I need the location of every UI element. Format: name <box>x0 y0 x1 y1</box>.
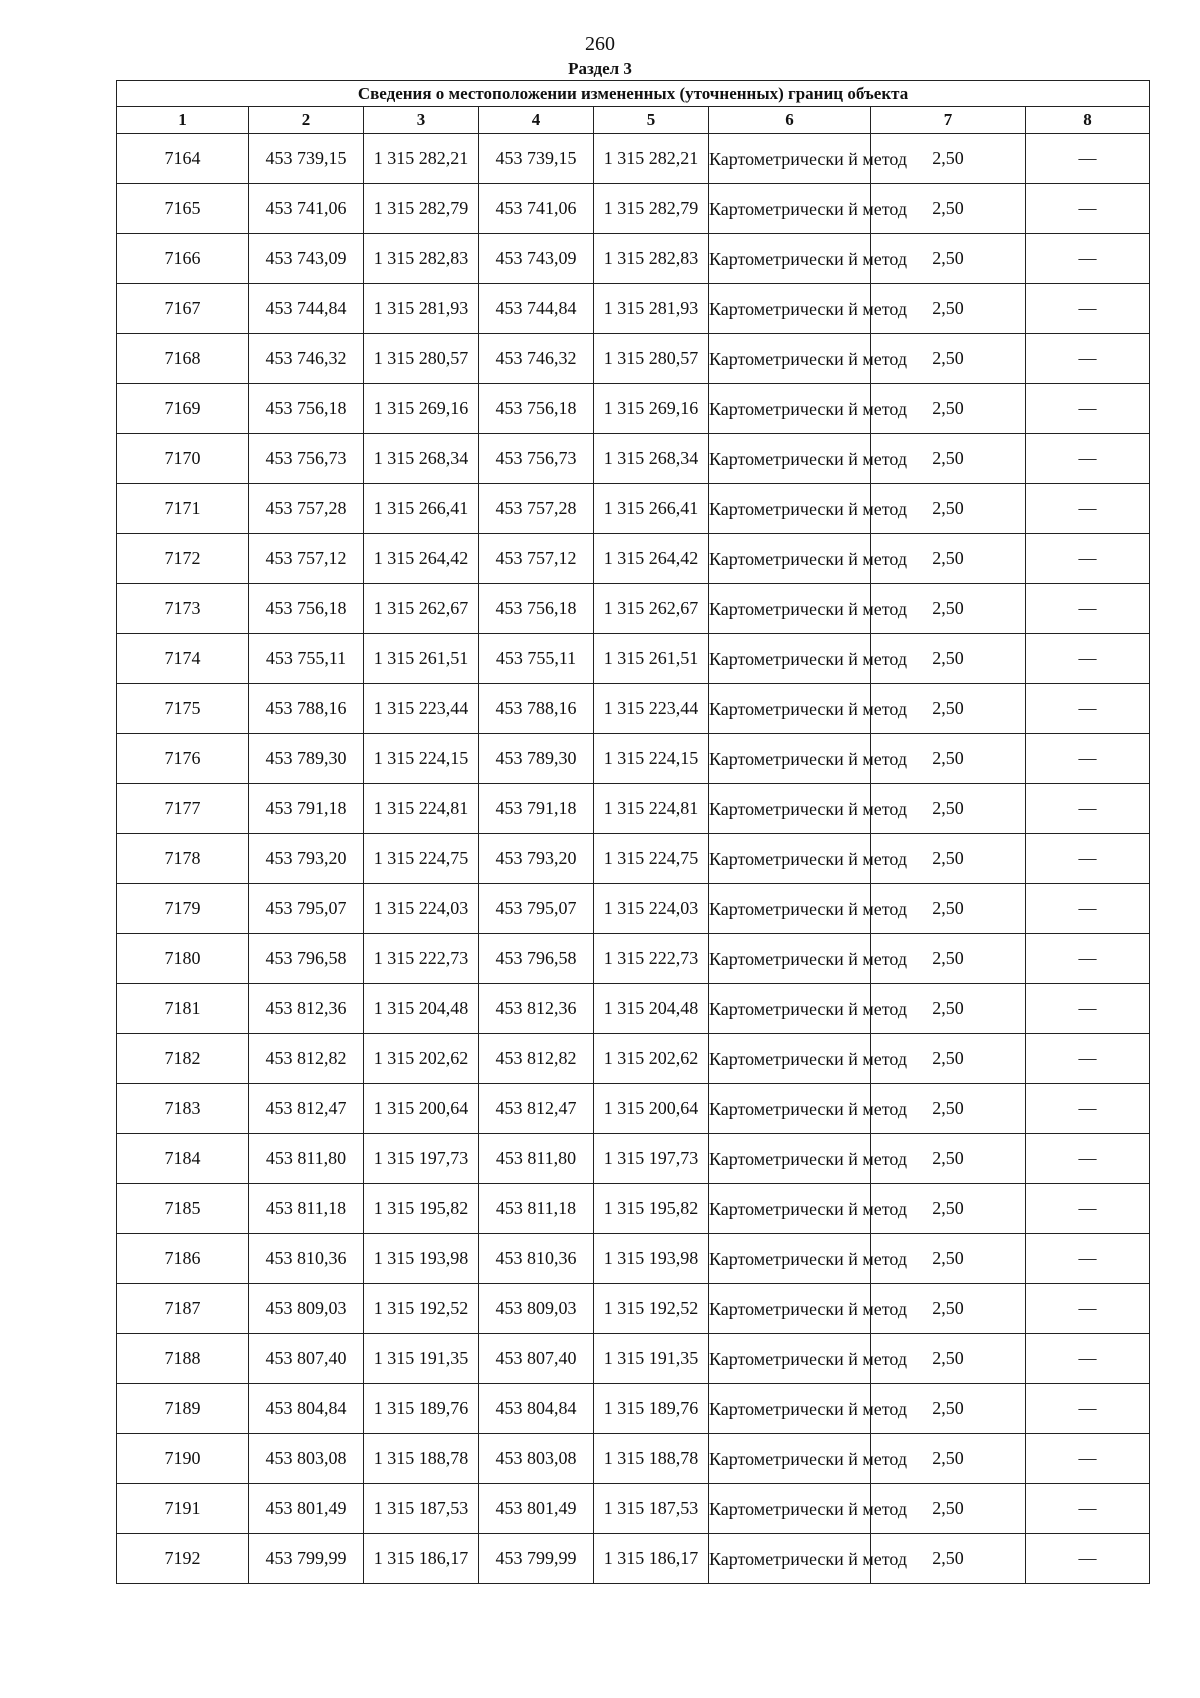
table-row <box>117 184 1150 234</box>
x-existing-cell: 453 788,16 <box>249 684 364 734</box>
method-cell: Картометрически й метод <box>709 734 871 784</box>
table-row <box>117 284 1150 334</box>
method-cell: Картометрически й метод <box>709 334 871 384</box>
note-cell: — <box>1026 684 1150 734</box>
note-cell: — <box>1026 234 1150 284</box>
x-existing-cell: 453 801,49 <box>249 1484 364 1534</box>
y-new-cell: 1 315 261,51 <box>594 634 709 684</box>
x-existing-cell: 453 810,36 <box>249 1234 364 1284</box>
note-cell: — <box>1026 1384 1150 1434</box>
y-existing-cell: 1 315 280,57 <box>364 334 479 384</box>
method-cell: Картометрически й метод <box>709 1184 871 1234</box>
y-existing-cell: 1 315 281,93 <box>364 284 479 334</box>
x-existing-cell: 453 755,11 <box>249 634 364 684</box>
y-existing-cell: 1 315 282,83 <box>364 234 479 284</box>
method-cell: Картометрически й метод <box>709 684 871 734</box>
point-number-cell: 7182 <box>117 1034 249 1084</box>
y-existing-cell: 1 315 269,16 <box>364 384 479 434</box>
x-existing-cell: 453 799,99 <box>249 1534 364 1584</box>
point-number-cell: 7176 <box>117 734 249 784</box>
accuracy-cell: 2,50 <box>871 1184 1026 1234</box>
y-existing-cell: 1 315 204,48 <box>364 984 479 1034</box>
x-new-cell: 453 756,73 <box>479 434 594 484</box>
point-number-cell: 7167 <box>117 284 249 334</box>
method-cell: Картометрически й метод <box>709 1084 871 1134</box>
x-new-cell: 453 739,15 <box>479 134 594 184</box>
x-new-cell: 453 796,58 <box>479 934 594 984</box>
column-number-row <box>117 107 1150 134</box>
note-cell: — <box>1026 634 1150 684</box>
table-row <box>117 134 1150 184</box>
y-existing-cell: 1 315 191,35 <box>364 1334 479 1384</box>
accuracy-cell: 2,50 <box>871 934 1026 984</box>
note-cell: — <box>1026 1434 1150 1484</box>
table-caption-row <box>117 81 1150 107</box>
method-cell: Картометрически й метод <box>709 1434 871 1484</box>
note-cell: — <box>1026 1484 1150 1534</box>
column-number-5: 5 <box>594 107 709 134</box>
x-new-cell: 453 757,12 <box>479 534 594 584</box>
method-cell: Картометрически й метод <box>709 1034 871 1084</box>
y-new-cell: 1 315 269,16 <box>594 384 709 434</box>
table-row <box>117 1084 1150 1134</box>
x-existing-cell: 453 739,15 <box>249 134 364 184</box>
column-number-8: 8 <box>1026 107 1150 134</box>
y-existing-cell: 1 315 188,78 <box>364 1434 479 1484</box>
x-new-cell: 453 788,16 <box>479 684 594 734</box>
accuracy-cell: 2,50 <box>871 884 1026 934</box>
method-cell: Картометрически й метод <box>709 484 871 534</box>
x-existing-cell: 453 795,07 <box>249 884 364 934</box>
table-body <box>117 134 1150 1584</box>
table-row <box>117 934 1150 984</box>
table-row <box>117 634 1150 684</box>
table-row <box>117 784 1150 834</box>
method-cell: Картометрически й метод <box>709 1534 871 1584</box>
x-existing-cell: 453 811,80 <box>249 1134 364 1184</box>
y-new-cell: 1 315 224,81 <box>594 784 709 834</box>
point-number-cell: 7187 <box>117 1284 249 1334</box>
note-cell: — <box>1026 934 1150 984</box>
table-row <box>117 584 1150 634</box>
method-cell: Картометрически й метод <box>709 1334 871 1384</box>
y-new-cell: 1 315 280,57 <box>594 334 709 384</box>
table-row <box>117 234 1150 284</box>
y-existing-cell: 1 315 189,76 <box>364 1384 479 1434</box>
note-cell: — <box>1026 534 1150 584</box>
y-new-cell: 1 315 191,35 <box>594 1334 709 1384</box>
x-new-cell: 453 809,03 <box>479 1284 594 1334</box>
method-cell: Картометрически й метод <box>709 1284 871 1334</box>
x-existing-cell: 453 756,18 <box>249 384 364 434</box>
x-new-cell: 453 804,84 <box>479 1384 594 1434</box>
table-row <box>117 1484 1150 1534</box>
y-new-cell: 1 315 224,03 <box>594 884 709 934</box>
y-new-cell: 1 315 188,78 <box>594 1434 709 1484</box>
note-cell: — <box>1026 1084 1150 1134</box>
y-existing-cell: 1 315 195,82 <box>364 1184 479 1234</box>
x-existing-cell: 453 812,47 <box>249 1084 364 1134</box>
column-number-1: 1 <box>117 107 249 134</box>
accuracy-cell: 2,50 <box>871 1484 1026 1534</box>
point-number-cell: 7168 <box>117 334 249 384</box>
method-cell: Картометрически й метод <box>709 1484 871 1534</box>
point-number-cell: 7179 <box>117 884 249 934</box>
page-number: 260 <box>585 33 615 55</box>
x-new-cell: 453 744,84 <box>479 284 594 334</box>
point-number-cell: 7178 <box>117 834 249 884</box>
note-cell: — <box>1026 434 1150 484</box>
note-cell: — <box>1026 1184 1150 1234</box>
x-existing-cell: 453 743,09 <box>249 234 364 284</box>
y-existing-cell: 1 315 187,53 <box>364 1484 479 1534</box>
y-existing-cell: 1 315 192,52 <box>364 1284 479 1334</box>
y-new-cell: 1 315 264,42 <box>594 534 709 584</box>
column-number-7: 7 <box>871 107 1026 134</box>
y-new-cell: 1 315 222,73 <box>594 934 709 984</box>
column-number-2: 2 <box>249 107 364 134</box>
y-new-cell: 1 315 282,21 <box>594 134 709 184</box>
x-new-cell: 453 812,36 <box>479 984 594 1034</box>
method-cell: Картометрически й метод <box>709 1134 871 1184</box>
accuracy-cell: 2,50 <box>871 1134 1026 1184</box>
method-cell: Картометрически й метод <box>709 1384 871 1434</box>
accuracy-cell: 2,50 <box>871 684 1026 734</box>
x-new-cell: 453 807,40 <box>479 1334 594 1384</box>
note-cell: — <box>1026 1334 1150 1384</box>
y-new-cell: 1 315 193,98 <box>594 1234 709 1284</box>
x-new-cell: 453 812,82 <box>479 1034 594 1084</box>
method-cell: Картометрически й метод <box>709 434 871 484</box>
y-existing-cell: 1 315 268,34 <box>364 434 479 484</box>
accuracy-cell: 2,50 <box>871 134 1026 184</box>
note-cell: — <box>1026 1034 1150 1084</box>
accuracy-cell: 2,50 <box>871 284 1026 334</box>
note-cell: — <box>1026 134 1150 184</box>
y-new-cell: 1 315 187,53 <box>594 1484 709 1534</box>
table-row <box>117 534 1150 584</box>
x-existing-cell: 453 789,30 <box>249 734 364 784</box>
point-number-cell: 7170 <box>117 434 249 484</box>
x-new-cell: 453 811,18 <box>479 1184 594 1234</box>
y-new-cell: 1 315 200,64 <box>594 1084 709 1134</box>
table-row <box>117 834 1150 884</box>
y-existing-cell: 1 315 262,67 <box>364 584 479 634</box>
note-cell: — <box>1026 734 1150 784</box>
y-existing-cell: 1 315 193,98 <box>364 1234 479 1284</box>
point-number-cell: 7172 <box>117 534 249 584</box>
accuracy-cell: 2,50 <box>871 984 1026 1034</box>
y-new-cell: 1 315 186,17 <box>594 1534 709 1584</box>
accuracy-cell: 2,50 <box>871 1284 1026 1334</box>
table-row <box>117 884 1150 934</box>
x-existing-cell: 453 757,12 <box>249 534 364 584</box>
point-number-cell: 7175 <box>117 684 249 734</box>
note-cell: — <box>1026 484 1150 534</box>
accuracy-cell: 2,50 <box>871 834 1026 884</box>
accuracy-cell: 2,50 <box>871 434 1026 484</box>
accuracy-cell: 2,50 <box>871 1034 1026 1084</box>
method-cell: Картометрически й метод <box>709 234 871 284</box>
accuracy-cell: 2,50 <box>871 334 1026 384</box>
note-cell: — <box>1026 184 1150 234</box>
point-number-cell: 7177 <box>117 784 249 834</box>
y-new-cell: 1 315 202,62 <box>594 1034 709 1084</box>
note-cell: — <box>1026 384 1150 434</box>
note-cell: — <box>1026 1134 1150 1184</box>
note-cell: — <box>1026 284 1150 334</box>
x-new-cell: 453 812,47 <box>479 1084 594 1134</box>
y-new-cell: 1 315 282,83 <box>594 234 709 284</box>
x-existing-cell: 453 803,08 <box>249 1434 364 1484</box>
point-number-cell: 7165 <box>117 184 249 234</box>
x-existing-cell: 453 811,18 <box>249 1184 364 1234</box>
x-new-cell: 453 811,80 <box>479 1134 594 1184</box>
method-cell: Картометрически й метод <box>709 284 871 334</box>
y-existing-cell: 1 315 200,64 <box>364 1084 479 1134</box>
note-cell: — <box>1026 584 1150 634</box>
table-row <box>117 1334 1150 1384</box>
x-existing-cell: 453 812,82 <box>249 1034 364 1084</box>
table-row <box>117 1284 1150 1334</box>
accuracy-cell: 2,50 <box>871 384 1026 434</box>
point-number-cell: 7171 <box>117 484 249 534</box>
y-existing-cell: 1 315 224,03 <box>364 884 479 934</box>
note-cell: — <box>1026 1234 1150 1284</box>
y-existing-cell: 1 315 197,73 <box>364 1134 479 1184</box>
note-cell: — <box>1026 1534 1150 1584</box>
y-existing-cell: 1 315 266,41 <box>364 484 479 534</box>
x-existing-cell: 453 757,28 <box>249 484 364 534</box>
x-existing-cell: 453 793,20 <box>249 834 364 884</box>
accuracy-cell: 2,50 <box>871 234 1026 284</box>
table-row <box>117 1434 1150 1484</box>
accuracy-cell: 2,50 <box>871 1334 1026 1384</box>
table-row <box>117 734 1150 784</box>
x-new-cell: 453 741,06 <box>479 184 594 234</box>
x-new-cell: 453 746,32 <box>479 334 594 384</box>
note-cell: — <box>1026 334 1150 384</box>
table-row <box>117 484 1150 534</box>
note-cell: — <box>1026 834 1150 884</box>
accuracy-cell: 2,50 <box>871 784 1026 834</box>
y-new-cell: 1 315 282,79 <box>594 184 709 234</box>
column-number-6: 6 <box>709 107 871 134</box>
x-new-cell: 453 803,08 <box>479 1434 594 1484</box>
note-cell: — <box>1026 784 1150 834</box>
table-row <box>117 384 1150 434</box>
table-row <box>117 1134 1150 1184</box>
method-cell: Картометрически й метод <box>709 1234 871 1284</box>
method-cell: Картометрически й метод <box>709 984 871 1034</box>
y-existing-cell: 1 315 202,62 <box>364 1034 479 1084</box>
accuracy-cell: 2,50 <box>871 1384 1026 1434</box>
point-number-cell: 7185 <box>117 1184 249 1234</box>
table-row <box>117 1384 1150 1434</box>
point-number-cell: 7180 <box>117 934 249 984</box>
accuracy-cell: 2,50 <box>871 1434 1026 1484</box>
boundary-coordinates-table <box>116 80 1150 1584</box>
x-new-cell: 453 801,49 <box>479 1484 594 1534</box>
point-number-cell: 7174 <box>117 634 249 684</box>
table-row <box>117 1534 1150 1584</box>
x-new-cell: 453 743,09 <box>479 234 594 284</box>
table-row <box>117 434 1150 484</box>
table-row <box>117 1234 1150 1284</box>
x-existing-cell: 453 746,32 <box>249 334 364 384</box>
column-number-3: 3 <box>364 107 479 134</box>
y-existing-cell: 1 315 224,75 <box>364 834 479 884</box>
y-new-cell: 1 315 197,73 <box>594 1134 709 1184</box>
method-cell: Картометрически й метод <box>709 934 871 984</box>
column-number-4: 4 <box>479 107 594 134</box>
y-new-cell: 1 315 266,41 <box>594 484 709 534</box>
method-cell: Картометрически й метод <box>709 884 871 934</box>
x-existing-cell: 453 796,58 <box>249 934 364 984</box>
y-new-cell: 1 315 224,15 <box>594 734 709 784</box>
table-row <box>117 1184 1150 1234</box>
point-number-cell: 7173 <box>117 584 249 634</box>
accuracy-cell: 2,50 <box>871 184 1026 234</box>
y-new-cell: 1 315 189,76 <box>594 1384 709 1434</box>
x-new-cell: 453 795,07 <box>479 884 594 934</box>
y-existing-cell: 1 315 223,44 <box>364 684 479 734</box>
section-title: Раздел 3 <box>568 59 632 78</box>
x-new-cell: 453 757,28 <box>479 484 594 534</box>
y-new-cell: 1 315 223,44 <box>594 684 709 734</box>
point-number-cell: 7192 <box>117 1534 249 1584</box>
point-number-cell: 7188 <box>117 1334 249 1384</box>
method-cell: Картометрически й метод <box>709 134 871 184</box>
point-number-cell: 7186 <box>117 1234 249 1284</box>
accuracy-cell: 2,50 <box>871 584 1026 634</box>
x-new-cell: 453 756,18 <box>479 384 594 434</box>
accuracy-cell: 2,50 <box>871 1084 1026 1134</box>
method-cell: Картометрически й метод <box>709 784 871 834</box>
method-cell: Картометрически й метод <box>709 584 871 634</box>
method-cell: Картометрически й метод <box>709 534 871 584</box>
x-new-cell: 453 789,30 <box>479 734 594 784</box>
x-new-cell: 453 756,18 <box>479 584 594 634</box>
table-caption: Сведения о местоположении измененных (уточненных) границ объекта <box>117 81 1150 107</box>
y-new-cell: 1 315 281,93 <box>594 284 709 334</box>
y-new-cell: 1 315 262,67 <box>594 584 709 634</box>
y-existing-cell: 1 315 261,51 <box>364 634 479 684</box>
point-number-cell: 7166 <box>117 234 249 284</box>
y-new-cell: 1 315 268,34 <box>594 434 709 484</box>
x-new-cell: 453 791,18 <box>479 784 594 834</box>
point-number-cell: 7164 <box>117 134 249 184</box>
y-existing-cell: 1 315 186,17 <box>364 1534 479 1584</box>
y-new-cell: 1 315 192,52 <box>594 1284 709 1334</box>
x-existing-cell: 453 807,40 <box>249 1334 364 1384</box>
method-cell: Картометрически й метод <box>709 184 871 234</box>
accuracy-cell: 2,50 <box>871 634 1026 684</box>
point-number-cell: 7184 <box>117 1134 249 1184</box>
accuracy-cell: 2,50 <box>871 534 1026 584</box>
table-row <box>117 984 1150 1034</box>
method-cell: Картометрически й метод <box>709 384 871 434</box>
x-new-cell: 453 793,20 <box>479 834 594 884</box>
point-number-cell: 7190 <box>117 1434 249 1484</box>
x-existing-cell: 453 809,03 <box>249 1284 364 1334</box>
x-new-cell: 453 810,36 <box>479 1234 594 1284</box>
method-cell: Картометрически й метод <box>709 834 871 884</box>
y-new-cell: 1 315 204,48 <box>594 984 709 1034</box>
accuracy-cell: 2,50 <box>871 484 1026 534</box>
method-cell: Картометрически й метод <box>709 634 871 684</box>
accuracy-cell: 2,50 <box>871 1234 1026 1284</box>
point-number-cell: 7191 <box>117 1484 249 1534</box>
note-cell: — <box>1026 884 1150 934</box>
x-existing-cell: 453 744,84 <box>249 284 364 334</box>
note-cell: — <box>1026 984 1150 1034</box>
x-new-cell: 453 799,99 <box>479 1534 594 1584</box>
y-new-cell: 1 315 195,82 <box>594 1184 709 1234</box>
x-existing-cell: 453 804,84 <box>249 1384 364 1434</box>
accuracy-cell: 2,50 <box>871 1534 1026 1584</box>
table-row <box>117 334 1150 384</box>
table-row <box>117 684 1150 734</box>
table-row <box>117 1034 1150 1084</box>
point-number-cell: 7189 <box>117 1384 249 1434</box>
x-existing-cell: 453 756,18 <box>249 584 364 634</box>
y-existing-cell: 1 315 282,21 <box>364 134 479 184</box>
x-existing-cell: 453 791,18 <box>249 784 364 834</box>
point-number-cell: 7181 <box>117 984 249 1034</box>
y-existing-cell: 1 315 224,81 <box>364 784 479 834</box>
y-existing-cell: 1 315 264,42 <box>364 534 479 584</box>
x-existing-cell: 453 741,06 <box>249 184 364 234</box>
y-existing-cell: 1 315 222,73 <box>364 934 479 984</box>
point-number-cell: 7169 <box>117 384 249 434</box>
x-existing-cell: 453 756,73 <box>249 434 364 484</box>
x-new-cell: 453 755,11 <box>479 634 594 684</box>
point-number-cell: 7183 <box>117 1084 249 1134</box>
y-existing-cell: 1 315 282,79 <box>364 184 479 234</box>
y-existing-cell: 1 315 224,15 <box>364 734 479 784</box>
y-new-cell: 1 315 224,75 <box>594 834 709 884</box>
accuracy-cell: 2,50 <box>871 734 1026 784</box>
x-existing-cell: 453 812,36 <box>249 984 364 1034</box>
note-cell: — <box>1026 1284 1150 1334</box>
